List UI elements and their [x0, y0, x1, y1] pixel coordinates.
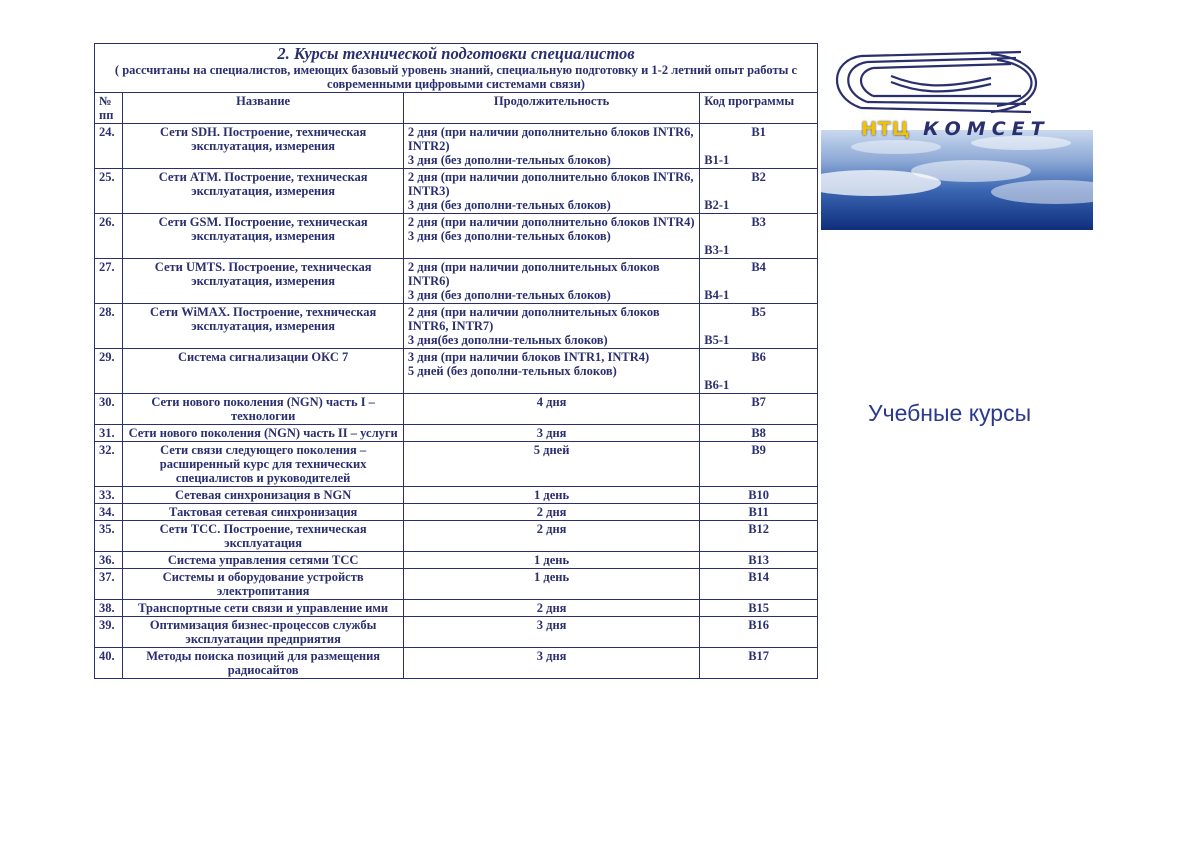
duration-text: 2 дня	[536, 522, 567, 536]
program-code-alt-text: B5-1	[704, 333, 730, 347]
program-code-text: B3	[751, 215, 766, 229]
program-code-text: B9	[751, 443, 766, 457]
table-row	[95, 169, 818, 214]
course-name	[123, 648, 404, 679]
course-name	[123, 394, 404, 425]
course-name-text: Сети GSM. Построение, техническая эксплуатация, измерения	[158, 215, 368, 243]
header-code: Код программы	[700, 93, 818, 124]
course-name-text: Сетевая синхронизация в NGN	[174, 488, 352, 502]
course-name-text: Тактовая сетевая синхронизация	[168, 505, 358, 519]
program-code	[700, 569, 818, 600]
row-number	[95, 349, 123, 394]
course-name-text: Транспортные сети связи и управление ими	[138, 601, 389, 615]
course-name	[123, 442, 404, 487]
course-duration	[403, 442, 699, 487]
table-row	[95, 617, 818, 648]
course-name-text: Сети нового поколения (NGN) часть II – услуги	[128, 426, 398, 440]
course-name	[123, 169, 404, 214]
row-number	[95, 214, 123, 259]
program-code	[700, 442, 818, 487]
komset-logo	[821, 46, 1093, 230]
program-code-text: B11	[748, 505, 769, 519]
row-number-text: 38.	[99, 601, 115, 615]
row-number	[95, 600, 123, 617]
duration-text: 2 дня (при наличии дополнительно блоков INTR4)	[407, 215, 695, 229]
duration-text: 2 дня (при наличии дополнительно блоков INTR6, INTR2)	[407, 125, 694, 153]
table-body	[95, 124, 818, 679]
program-code	[700, 648, 818, 679]
course-duration	[403, 600, 699, 617]
course-duration	[403, 569, 699, 600]
row-number	[95, 487, 123, 504]
row-number-text: 28.	[99, 305, 115, 319]
row-number-text: 32.	[99, 443, 115, 457]
row-number-text: 39.	[99, 618, 115, 632]
row-number-text: 34.	[99, 505, 115, 519]
row-number	[95, 425, 123, 442]
row-number-text: 35.	[99, 522, 115, 536]
course-name	[123, 214, 404, 259]
course-name	[123, 304, 404, 349]
row-number-text: 37.	[99, 570, 115, 584]
course-name-text: Методы поиска позиций для размещения радиосайтов	[146, 649, 381, 677]
program-code	[700, 617, 818, 648]
table-row	[95, 259, 818, 304]
program-code-text: B10	[748, 488, 770, 502]
course-duration	[403, 425, 699, 442]
course-duration	[403, 349, 699, 394]
course-duration	[403, 617, 699, 648]
duration-text: 2 дня	[536, 505, 567, 519]
row-number-text: 25.	[99, 170, 115, 184]
program-code-alt-text: B4-1	[704, 288, 730, 302]
row-number-text: 30.	[99, 395, 115, 409]
course-name	[123, 552, 404, 569]
row-number	[95, 124, 123, 169]
row-number-text: 31.	[99, 426, 115, 440]
duration-text: 2 дня	[536, 601, 567, 615]
course-duration	[403, 214, 699, 259]
program-code-text: B7	[751, 395, 766, 409]
program-code	[700, 425, 818, 442]
course-duration	[403, 394, 699, 425]
duration-text: 2 дня (при наличии дополнительных блоков INTR6, INTR7)	[407, 305, 660, 333]
program-code	[700, 600, 818, 617]
duration-text: 3 дня	[536, 426, 567, 440]
table-row	[95, 648, 818, 679]
duration-text: 3 дня	[536, 618, 567, 632]
duration-text: 5 дней	[533, 443, 570, 457]
program-code-text: B1	[751, 125, 766, 139]
course-name	[123, 569, 404, 600]
course-duration	[403, 169, 699, 214]
duration-text: 2 дня (при наличии дополнительных блоков INTR6)	[407, 260, 660, 288]
row-number	[95, 504, 123, 521]
duration-alt-text: 3 дня (без дополни-тельных блоков)	[407, 229, 611, 243]
program-code	[700, 124, 818, 169]
course-name-text: Сети WiMAX. Построение, техническая эксплуатация, измерения	[150, 305, 377, 333]
program-code-text: B6	[751, 350, 766, 364]
row-number	[95, 521, 123, 552]
table-title-cell	[95, 44, 818, 93]
course-name-text: Сети UMTS. Построение, техническая эксплуатация, измерения	[154, 260, 372, 288]
row-number-text: 40.	[99, 649, 115, 663]
course-name-text: Оптимизация бизнес-процессов службы эксплуатации предприятия	[149, 618, 377, 646]
row-number	[95, 552, 123, 569]
logo-earth-image	[821, 130, 1093, 230]
duration-alt-text: 5 дней (без дополни-тельных блоков)	[407, 364, 617, 378]
course-name	[123, 504, 404, 521]
program-code-text: B2	[751, 170, 766, 184]
course-duration	[403, 259, 699, 304]
course-name	[123, 521, 404, 552]
program-code-text: B12	[748, 522, 770, 536]
course-name	[123, 600, 404, 617]
course-name-text: Системы и оборудование устройств электропитания	[162, 570, 364, 598]
logo-brand-text: НТЦ КОМСЕТ	[861, 118, 1050, 140]
course-name-text: Сети ATM. Построение, техническая эксплуатация, измерения	[158, 170, 368, 198]
program-code-alt-text: B6-1	[704, 378, 730, 392]
table-subtitle: ( рассчитаны на специалистов, имеющих базовый уровень знаний, специальную подготовку и 1-2 летний опыт работы с современными цифровыми системами связи)	[114, 63, 798, 91]
duration-text: 2 дня (при наличии дополнительно блоков INTR6, INTR3)	[407, 170, 694, 198]
program-code	[700, 521, 818, 552]
row-number-text: 24.	[99, 125, 115, 139]
course-name-text: Система сигнализации ОКС 7	[177, 350, 349, 364]
row-number	[95, 394, 123, 425]
row-number	[95, 569, 123, 600]
table-row	[95, 304, 818, 349]
course-duration	[403, 552, 699, 569]
program-code-text: B14	[748, 570, 770, 584]
courses-caption: Учебные курсы	[868, 400, 1032, 426]
table-row	[95, 487, 818, 504]
program-code-alt-text: B1-1	[704, 153, 730, 167]
course-name-text: Система управления сетями ТСС	[167, 553, 359, 567]
program-code	[700, 552, 818, 569]
program-code	[700, 259, 818, 304]
course-name-text: Сети нового поколения (NGN) часть I – технологии	[151, 395, 375, 423]
row-number	[95, 259, 123, 304]
table-row	[95, 552, 818, 569]
course-name-text: Сети SDH. Построение, техническая эксплуатация, измерения	[159, 125, 367, 153]
duration-text: 1 день	[534, 570, 570, 584]
program-code-text: B8	[751, 426, 766, 440]
header-duration: Продолжительность	[403, 93, 699, 124]
program-code-text: B5	[751, 305, 766, 319]
duration-text: 1 день	[534, 488, 570, 502]
table-row	[95, 394, 818, 425]
table-title: 2. Курсы технической подготовки специалистов	[277, 44, 635, 63]
program-code	[700, 169, 818, 214]
row-number	[95, 648, 123, 679]
course-duration	[403, 648, 699, 679]
table-row	[95, 425, 818, 442]
course-name	[123, 617, 404, 648]
row-number	[95, 169, 123, 214]
duration-alt-text: 3 дня (без дополни-тельных блоков)	[407, 198, 611, 212]
duration-text: 3 дня (при наличии блоков INTR1, INTR4)	[407, 350, 650, 364]
duration-alt-text: 3 дня(без дополни-тельных блоков)	[407, 333, 608, 347]
program-code	[700, 214, 818, 259]
courses-table	[94, 43, 818, 679]
course-name	[123, 487, 404, 504]
header-name: Название	[123, 93, 404, 124]
program-code-alt-text: B2-1	[704, 198, 730, 212]
course-name-text: Сети ТСС. Построение, техническая эксплуатация	[159, 522, 367, 550]
program-code	[700, 394, 818, 425]
row-number	[95, 617, 123, 648]
course-duration	[403, 521, 699, 552]
table-row	[95, 442, 818, 487]
program-code	[700, 487, 818, 504]
row-number-text: 27.	[99, 260, 115, 274]
table-row	[95, 569, 818, 600]
row-number-text: 33.	[99, 488, 115, 502]
table-row	[95, 124, 818, 169]
duration-text: 3 дня	[536, 649, 567, 663]
course-duration	[403, 504, 699, 521]
row-number-text: 36.	[99, 553, 115, 567]
program-code	[700, 349, 818, 394]
course-name	[123, 349, 404, 394]
program-code-text: B13	[748, 553, 770, 567]
duration-text: 1 день	[534, 553, 570, 567]
header-row	[95, 93, 818, 124]
course-name	[123, 259, 404, 304]
row-number	[95, 304, 123, 349]
program-code-text: B15	[748, 601, 770, 615]
program-code-alt-text: B3-1	[704, 243, 730, 257]
duration-text: 4 дня	[536, 395, 567, 409]
duration-alt-text: 3 дня (без дополни-тельных блоков)	[407, 288, 611, 302]
course-name	[123, 124, 404, 169]
course-duration	[403, 487, 699, 504]
duration-alt-text: 3 дня (без дополни-тельных блоков)	[407, 153, 611, 167]
table-row	[95, 600, 818, 617]
program-code-text: B4	[751, 260, 766, 274]
table-row	[95, 214, 818, 259]
course-name-text: Сети связи следующего поколения – расширенный курс для технических специалистов и руководителей	[159, 443, 367, 485]
program-code	[700, 304, 818, 349]
header-num: № пп	[95, 93, 123, 124]
table-row	[95, 504, 818, 521]
row-number-text: 29.	[99, 350, 115, 364]
program-code	[700, 504, 818, 521]
table-row	[95, 349, 818, 394]
program-code-text: B16	[748, 618, 770, 632]
table-row	[95, 521, 818, 552]
row-number	[95, 442, 123, 487]
course-name	[123, 425, 404, 442]
program-code-text: B17	[748, 649, 770, 663]
course-duration	[403, 124, 699, 169]
course-duration	[403, 304, 699, 349]
row-number-text: 26.	[99, 215, 115, 229]
